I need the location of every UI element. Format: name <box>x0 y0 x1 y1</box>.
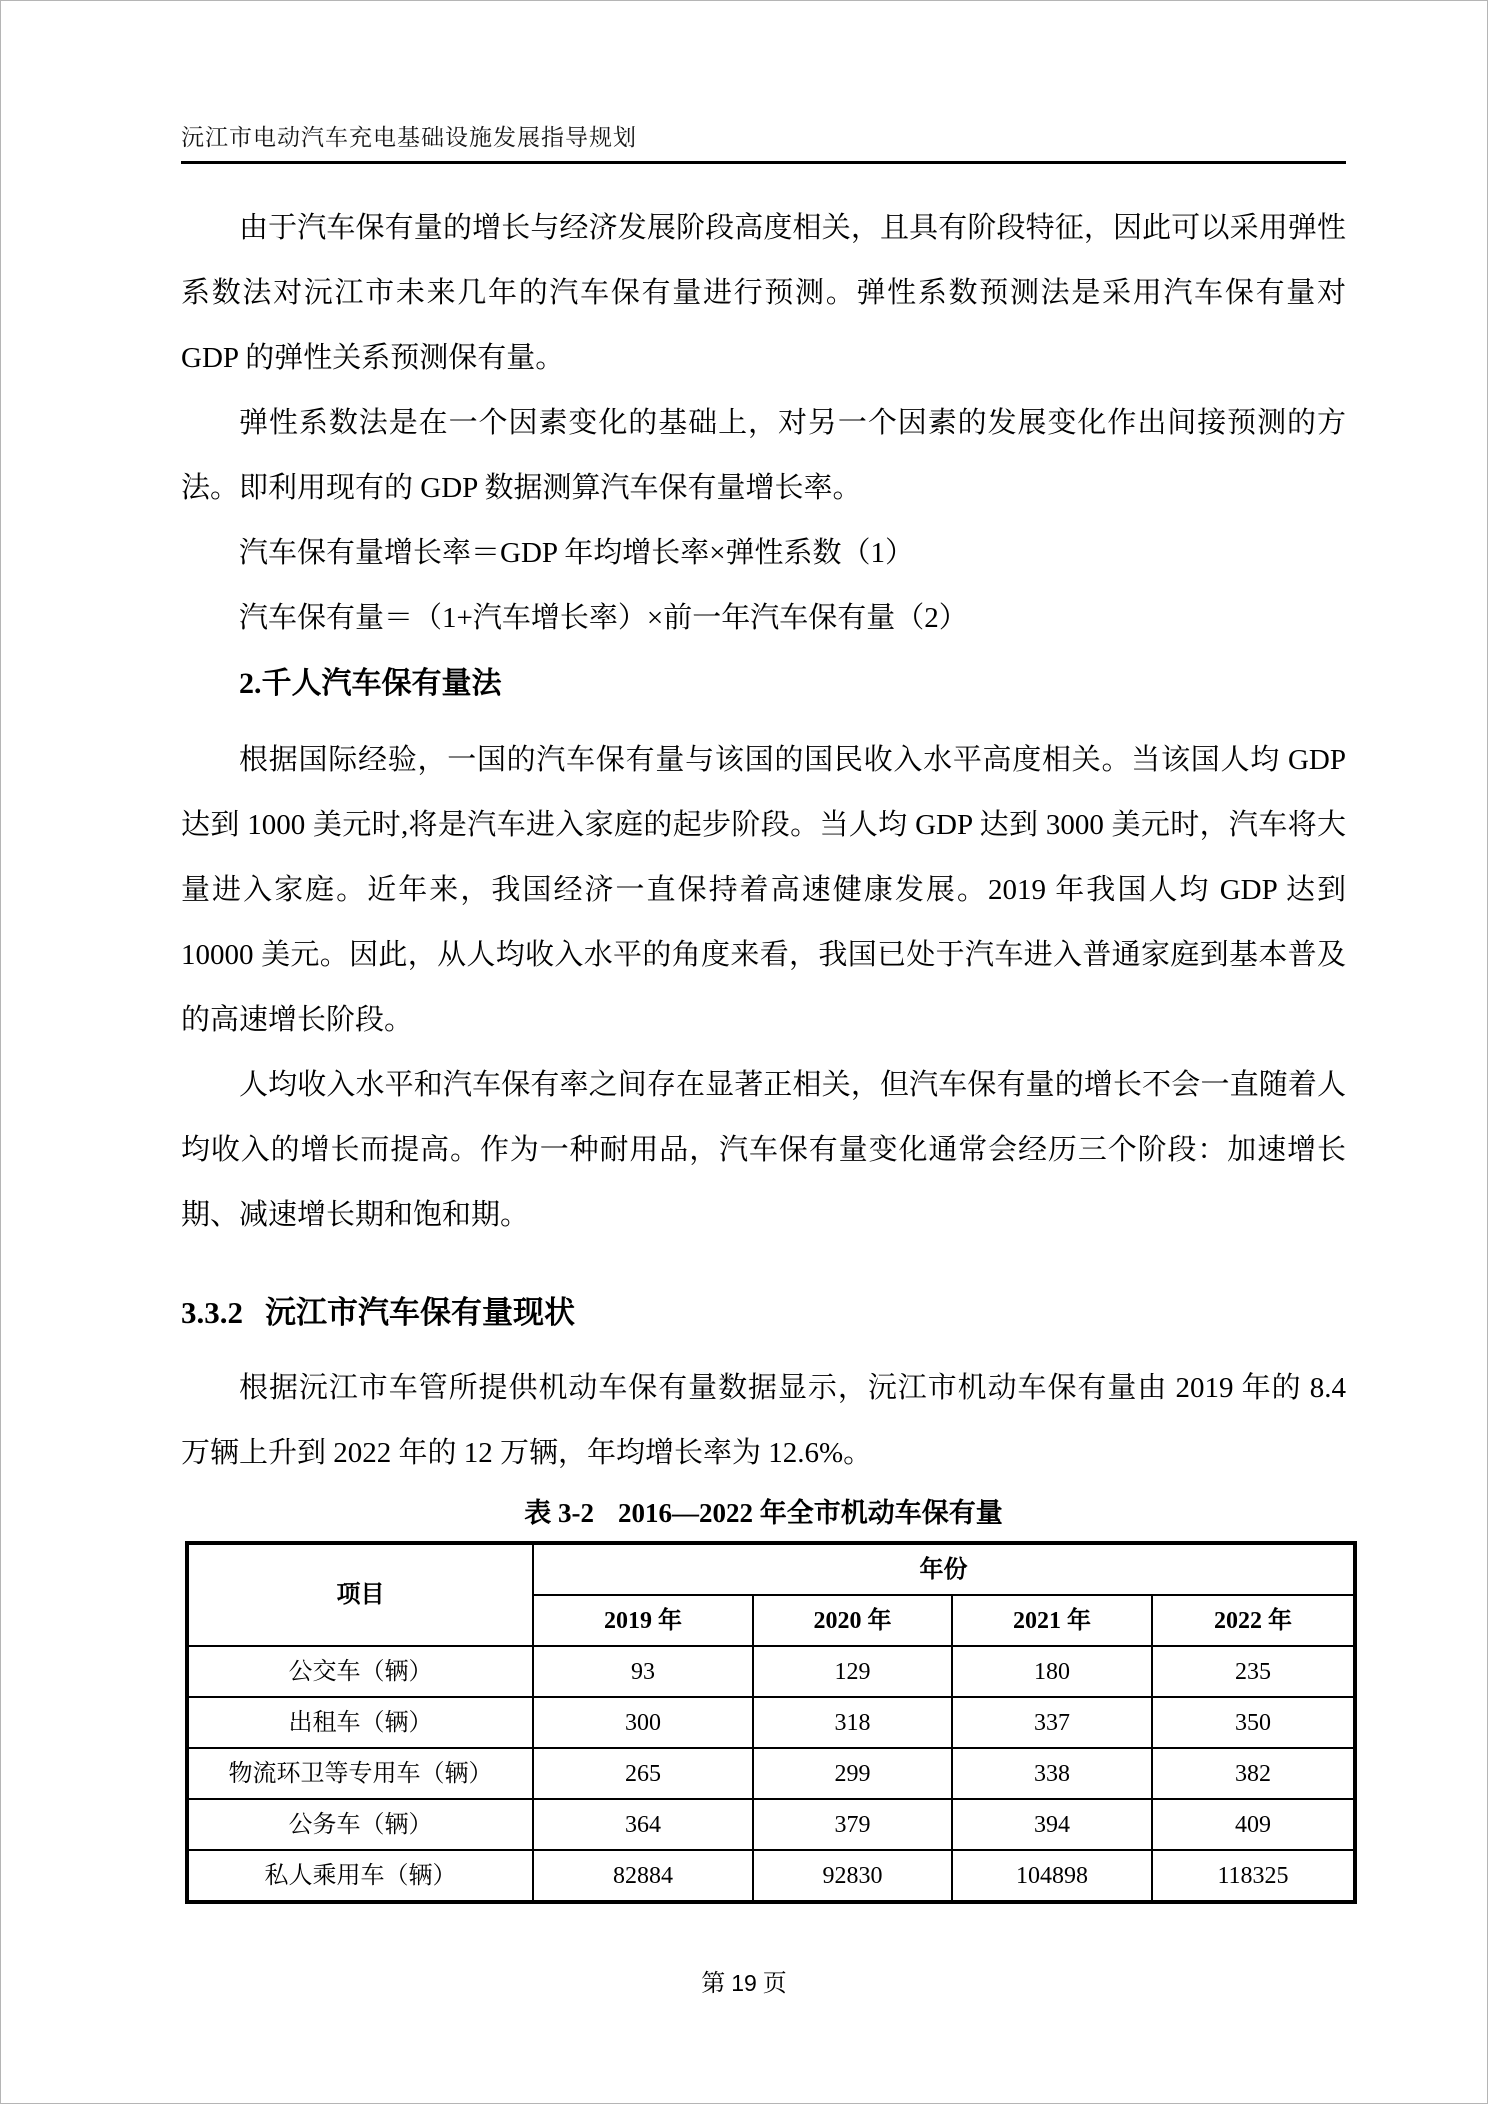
table-cell: 379 <box>753 1799 952 1850</box>
table-cell: 92830 <box>753 1850 952 1902</box>
table-row-label: 出租车（辆） <box>187 1697 533 1748</box>
table-header-row-group <box>187 1543 1355 1595</box>
table-header-year: 2021 年 <box>952 1595 1152 1646</box>
table-row <box>187 1697 1355 1748</box>
table-row <box>187 1799 1355 1850</box>
vehicle-ownership-table <box>185 1541 1357 1904</box>
running-header-title: 沅江市电动汽车充电基础设施发展指导规划 <box>181 125 637 150</box>
paragraph-elasticity-method: 弹性系数法是在一个因素变化的基础上，对另一个因素的发展变化作出间接预测的方法。即利用现有的 GDP 数据测算汽车保有量增长率。 <box>181 407 1346 504</box>
table-cell: 409 <box>1152 1799 1355 1850</box>
table-header-year-group: 年份 <box>533 1543 1355 1595</box>
table-cell: 350 <box>1152 1697 1355 1748</box>
table-cell: 318 <box>753 1697 952 1748</box>
table-header-year: 2020 年 <box>753 1595 952 1646</box>
table-row <box>187 1850 1355 1902</box>
formula-growth-rate: 汽车保有量增长率＝GDP 年均增长率×弹性系数（1） <box>239 537 915 569</box>
paragraph-income-correlation: 人均收入水平和汽车保有率之间存在显著正相关，但汽车保有量的增长不会一直随着人均收入的增长而提高。作为一种耐用品，汽车保有量变化通常会经历三个阶段：加速增长期、减速增长期和饱和期。 <box>181 1069 1346 1231</box>
formula-ownership: 汽车保有量＝（1+汽车增长率）×前一年汽车保有量（2） <box>239 602 968 634</box>
table-cell: 394 <box>952 1799 1152 1850</box>
table-cell: 82884 <box>533 1850 753 1902</box>
table-row <box>187 1646 1355 1697</box>
table-cell: 265 <box>533 1748 753 1799</box>
table-cell: 235 <box>1152 1646 1355 1697</box>
paragraph-current-ownership: 根据沅江市车管所提供机动车保有量数据显示，沅江市机动车保有量由 2019 年的 8.4 万辆上升到 2022 年的 12 万辆，年均增长率为 12.6%。 <box>181 1372 1346 1469</box>
table-header-year: 2022 年 <box>1152 1595 1355 1646</box>
header-rule <box>181 161 1346 164</box>
table-row <box>187 1748 1355 1799</box>
heading-per-thousand-method: 2.千人汽车保有量法 <box>239 667 502 700</box>
table-header-item: 项目 <box>187 1543 533 1646</box>
table-cell: 104898 <box>952 1850 1152 1902</box>
page-footer <box>1 1963 1487 2004</box>
paragraph-elasticity-intro: 由于汽车保有量的增长与经济发展阶段高度相关，且具有阶段特征，因此可以采用弹性系数法对沅江市未来几年的汽车保有量进行预测。弹性系数预测法是采用汽车保有量对 GDP 的弹性关系预测保有量。 <box>181 212 1346 374</box>
paragraph-international-experience: 根据国际经验，一国的汽车保有量与该国的国民收入水平高度相关。当该国人均 GDP 达到 1000 美元时,将是汽车进入家庭的起步阶段。当人均 GDP 达到 3000 美元时，汽车将大量进入家庭。近年来，我国经济一直保持着高速健康发展。2019 年我国人均 GDP 达到 10000 美元。因此，从人均收入水平的角度来看，我国已处于汽车进入普通家庭到基本普及的高速增长阶段。 <box>181 744 1346 1036</box>
table-row-label: 公务车（辆） <box>187 1799 533 1850</box>
table-caption <box>181 1494 1346 1532</box>
table-caption-label: 表 3-2 <box>524 1498 594 1528</box>
table-row-label: 私人乘用车（辆） <box>187 1850 533 1902</box>
table-row-label: 公交车（辆） <box>187 1646 533 1697</box>
table-cell: 129 <box>753 1646 952 1697</box>
table-row-label: 物流环卫等专用车（辆） <box>187 1748 533 1799</box>
document-body <box>181 196 1346 1904</box>
table-cell: 300 <box>533 1697 753 1748</box>
table-cell: 364 <box>533 1799 753 1850</box>
page-footer-prefix: 第 <box>701 1971 726 1997</box>
table-cell: 337 <box>952 1697 1152 1748</box>
section-title: 沅江市汽车保有量现状 <box>265 1295 575 1330</box>
table-cell: 180 <box>952 1646 1152 1697</box>
section-number: 3.3.2 <box>181 1295 243 1330</box>
table-header-year: 2019 年 <box>533 1595 753 1646</box>
page-footer-suffix: 页 <box>762 1971 787 1997</box>
table-cell: 382 <box>1152 1748 1355 1799</box>
page-number: 19 <box>731 1970 757 1996</box>
table-caption-title: 2016—2022 年全市机动车保有量 <box>618 1498 1003 1528</box>
table-cell: 299 <box>753 1748 952 1799</box>
section-heading-3-3-2 <box>181 1278 1346 1348</box>
table-cell: 118325 <box>1152 1850 1355 1902</box>
table-cell: 338 <box>952 1748 1152 1799</box>
table-cell: 93 <box>533 1646 753 1697</box>
